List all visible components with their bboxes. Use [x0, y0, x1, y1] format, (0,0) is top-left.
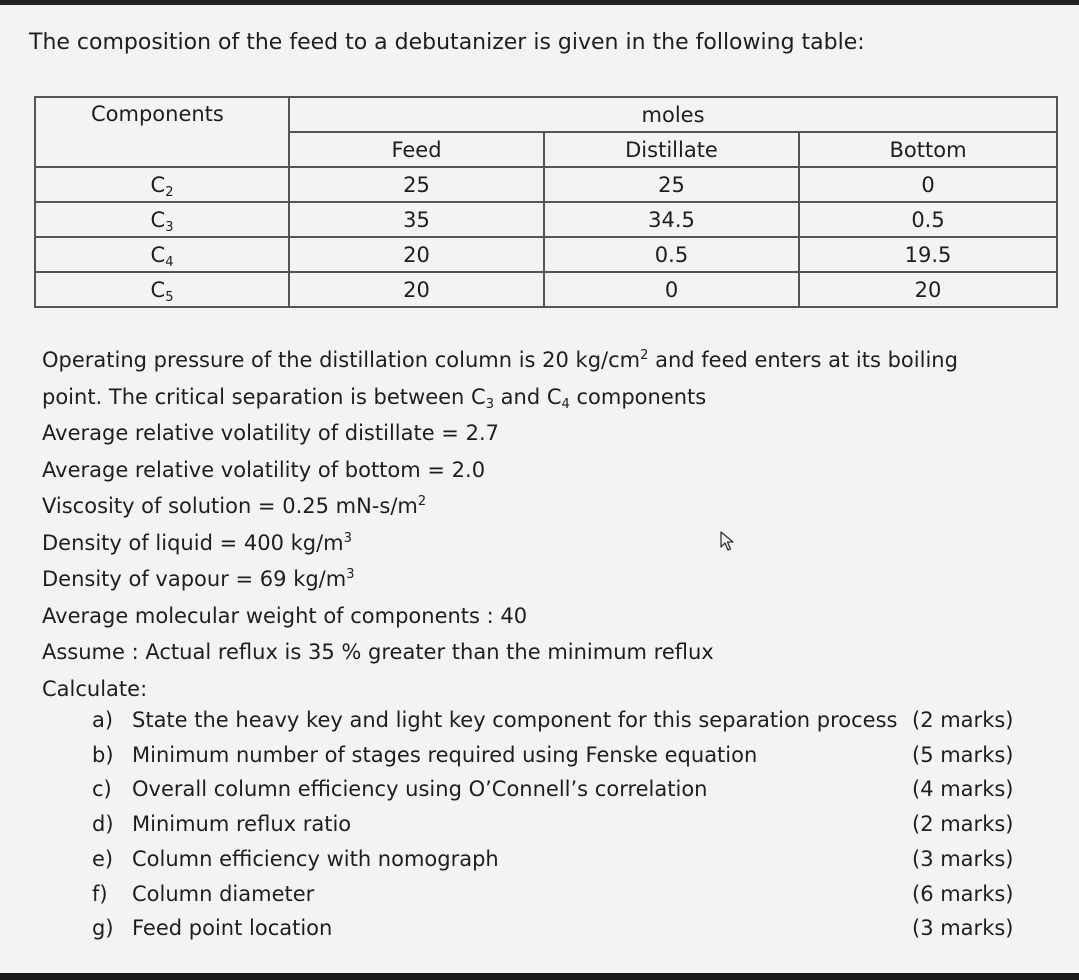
question-marks: (3 marks)	[912, 846, 1014, 871]
separation-line: point. The critical separation is between $C_3$ and $C_4$ components	[42, 384, 707, 412]
components-header: Components	[35, 97, 289, 167]
question-marks: (2 marks)	[912, 708, 1014, 732]
distillate-cell: 34.5	[544, 202, 799, 237]
component-cell: $C_3$	[35, 202, 289, 237]
molecular-weight-line: Average molecular weight of components : 40	[42, 603, 528, 628]
list-item	[92, 738, 1012, 773]
top-edge-bar	[0, 0, 1079, 5]
question-text: Minimum number of stages required using Fenske equation	[132, 742, 758, 767]
question-text: Minimum reflux ratio	[132, 812, 352, 837]
bottom-edge-bar	[0, 973, 1079, 980]
question-text: Feed point location	[132, 916, 333, 941]
composition-table	[34, 96, 1058, 308]
question-text: Column diameter	[132, 881, 315, 906]
question-text: Overall column efficiency using O’Connell’s correlation	[132, 777, 708, 802]
list-item	[92, 807, 1012, 842]
list-item	[92, 877, 1012, 912]
feed-cell: 20	[289, 272, 544, 307]
question-letter: d)	[92, 812, 114, 837]
question-letter: e)	[92, 846, 114, 871]
list-item	[92, 842, 1012, 877]
table-header-row	[35, 97, 1057, 132]
question-letter: g)	[92, 916, 114, 941]
question-list	[92, 703, 1012, 946]
moles-header: moles	[289, 97, 1057, 132]
question-marks: (6 marks)	[912, 881, 1014, 906]
table-row	[35, 237, 1057, 272]
table-row	[35, 167, 1057, 202]
table-row	[35, 202, 1057, 237]
distillate-cell: 25	[544, 167, 799, 202]
question-text: State the heavy key and light key component for this separation process	[132, 708, 898, 732]
bottom-cell: 20	[799, 272, 1057, 307]
calculate-line: Calculate:	[42, 676, 148, 701]
question-marks: (2 marks)	[912, 812, 1014, 837]
volatility-distillate-line: Average relative volatility of distillate = 2.7	[42, 421, 499, 445]
list-item	[92, 703, 1012, 738]
assume-line: Assume : Actual reflux is 35 % greater than the minimum reflux	[42, 640, 714, 664]
page-heading: The composition of the feed to a debutanizer is given in the following table:	[29, 30, 865, 55]
question-letter: a)	[92, 708, 114, 732]
feed-cell: 20	[289, 237, 544, 272]
list-item	[92, 911, 1012, 946]
question-text: Column efficiency with nomograph	[132, 846, 499, 871]
question-marks: (4 marks)	[912, 777, 1014, 802]
bottom-cell: 19.5	[799, 237, 1057, 272]
question-marks: (5 marks)	[912, 742, 1014, 767]
component-cell: $C_5$	[35, 272, 289, 307]
component-cell: $C_4$	[35, 237, 289, 272]
feed-cell: 25	[289, 167, 544, 202]
pressure-line: Operating pressure of the distillation column is 20 $kg/cm^2$ and feed enters at its boiling	[42, 348, 958, 372]
mouse-cursor-icon	[718, 530, 738, 552]
table-row	[35, 272, 1057, 307]
question-letter: c)	[92, 777, 112, 802]
bottom-cell: 0.5	[799, 202, 1057, 237]
viscosity-line: Viscosity of solution = 0.25 $mN-s/m^2$	[42, 494, 427, 518]
question-letter: b)	[92, 742, 114, 767]
distillate-header: Distillate	[544, 132, 799, 167]
question-letter: f)	[92, 881, 108, 906]
distillate-cell: 0.5	[544, 237, 799, 272]
volatility-bottom-line: Average relative volatility of bottom = 2.0	[42, 457, 486, 482]
feed-header: Feed	[289, 132, 544, 167]
density-vapour-line: Density of vapour = 69 $kg/m^3$	[42, 567, 355, 591]
distillate-cell: 0	[544, 272, 799, 307]
list-item	[92, 772, 1012, 807]
density-liquid-line: Density of liquid = 400 $kg/m^3$	[42, 530, 352, 555]
bottom-header: Bottom	[799, 132, 1057, 167]
feed-cell: 35	[289, 202, 544, 237]
conditions-block	[42, 342, 1002, 707]
component-cell: $C_2$	[35, 167, 289, 202]
question-marks: (3 marks)	[912, 916, 1014, 941]
bottom-cell: 0	[799, 167, 1057, 202]
